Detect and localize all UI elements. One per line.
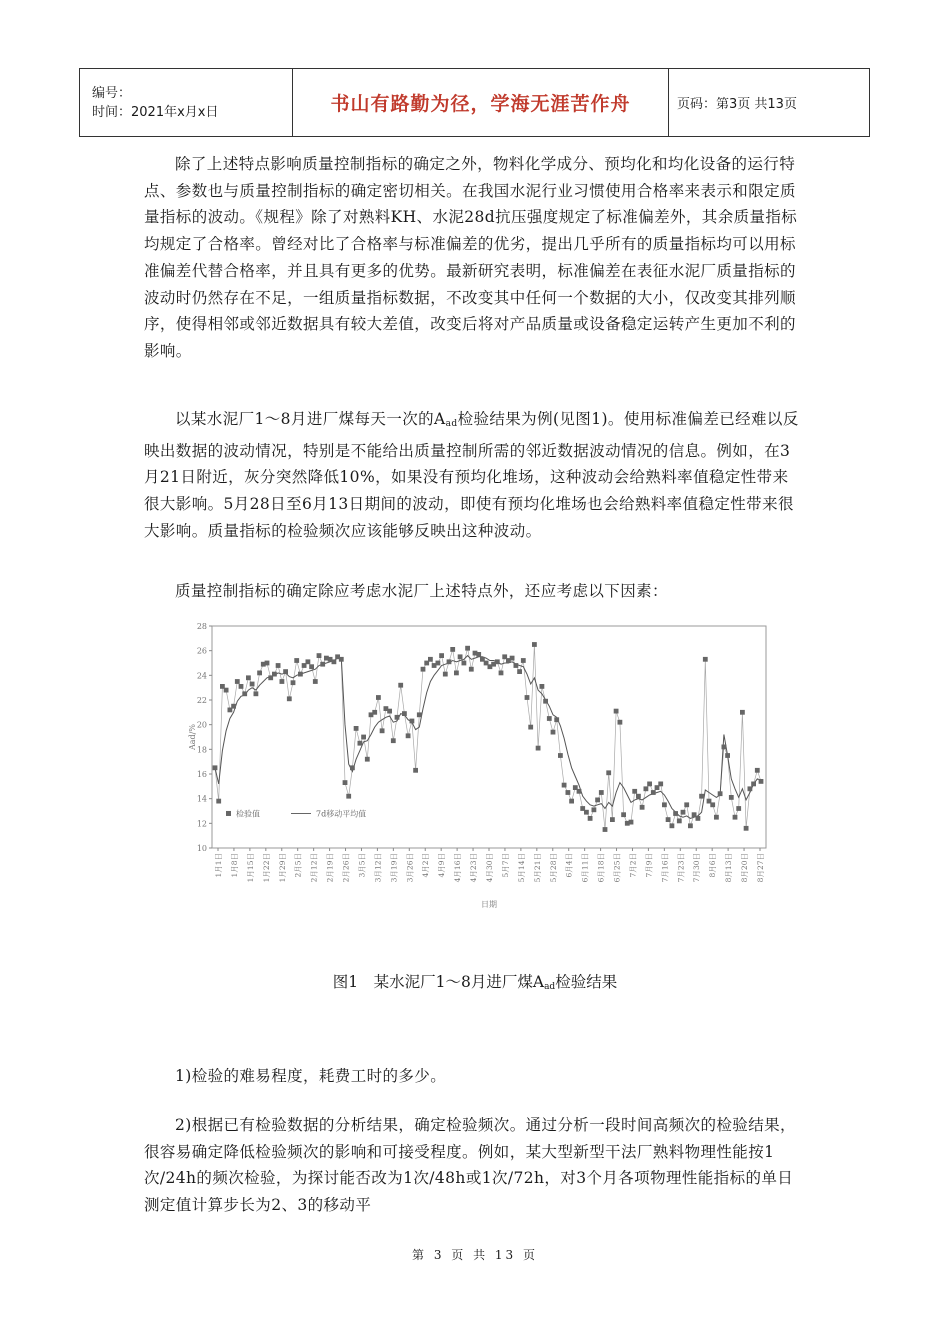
document-header: [79, 68, 870, 137]
data-point: [603, 827, 608, 832]
data-point: [387, 709, 392, 714]
paragraph-3-text: 质量控制指标的确定除应考虑水泥厂上述特点外，还应考虑以下因素：: [175, 582, 668, 600]
x-tick-label: 2月26日: [341, 853, 351, 883]
y-tick-label: 24: [196, 671, 207, 681]
x-tick-label: 2月5日: [293, 853, 303, 878]
data-point: [398, 683, 403, 688]
y-tick-label: 22: [196, 696, 207, 705]
data-point: [439, 653, 444, 658]
data-point: [759, 779, 764, 784]
data-point: [339, 657, 344, 662]
data-point: [265, 661, 270, 666]
x-tick-label: 4月30日: [485, 853, 494, 883]
data-point: [458, 654, 463, 659]
data-point: [372, 710, 377, 715]
data-point: [291, 680, 296, 685]
data-point: [569, 799, 574, 804]
data-point: [380, 728, 385, 733]
figure-caption: [0, 970, 950, 992]
paragraph-4-text: 1)检验的难易程度，耗费工时的多少。: [175, 1067, 447, 1085]
data-point: [684, 802, 689, 807]
x-tick-label: 7月23日: [676, 853, 686, 883]
data-point: [606, 770, 611, 775]
y-tick-label: 14: [196, 794, 207, 804]
data-point: [413, 768, 418, 773]
data-point: [499, 671, 504, 676]
data-point: [528, 725, 533, 730]
data-point: [629, 820, 634, 825]
data-point: [317, 653, 322, 658]
x-tick-label: 6月25日: [612, 853, 622, 883]
paragraph-2-subscript: ad: [445, 419, 458, 429]
legend-label-points: 检验值: [236, 809, 260, 819]
data-point: [751, 782, 756, 787]
x-tick-label: 1月29日: [277, 853, 287, 883]
data-point: [699, 794, 704, 799]
data-point: [588, 816, 593, 821]
data-point: [391, 738, 396, 743]
x-tick-label: 6月4日: [564, 853, 574, 878]
data-point: [577, 789, 582, 794]
x-tick-label: 2月12日: [309, 853, 319, 883]
x-tick-label: 6月18日: [596, 853, 606, 883]
data-point: [681, 810, 686, 815]
data-point: [610, 817, 615, 822]
data-point: [725, 753, 730, 758]
data-point: [662, 802, 667, 807]
data-point: [714, 815, 719, 820]
data-point: [521, 658, 526, 663]
ash-content-chart: [186, 620, 770, 914]
x-tick-label: 1月22日: [261, 853, 271, 883]
data-point: [517, 669, 522, 674]
data-point: [514, 663, 519, 668]
data-point: [235, 679, 240, 684]
data-point: [417, 712, 422, 717]
paragraph-1-text: 除了上述特点影响质量控制指标的确定之外，物料化学成分、预均化和均化设备的运行特点、参数也与质量控制指标的确定密切相关。在我国水泥行业习惯使用合格率来表示和限定质量指标的波动。《规程》除了对熟料KH、水泥28d抗压强度规定了标准偏差外，其余质量指标均规定了合格率。曾经对比了合格率与标准偏差的优劣，提出几乎所有的质量指标均可以用标准偏差代替合格率，并且具有更多的优势。最新研究表明，标准偏差在表征水泥厂质量指标的波动时仍然存在不足，一组质量指标数据，不改变其中任何一个数据的大小，仅改变其排列顺序，使得相邻或邻近数据具有较大差值，改变后将对产品质量或设备稳定运转产生更加不利的影响。: [144, 155, 798, 360]
data-point: [462, 661, 467, 666]
header-page-info: 页码：第3页 共13页: [669, 69, 870, 137]
data-point: [283, 669, 288, 674]
paragraph-1: [144, 151, 804, 365]
data-point: [447, 659, 452, 664]
data-point: [554, 717, 559, 722]
paragraph-5: [144, 1112, 804, 1219]
data-point: [510, 656, 515, 661]
time-label: 时间：2021年x月x日: [92, 104, 219, 120]
x-tick-label: 7月16日: [660, 853, 670, 883]
moving-average-line: [215, 656, 761, 819]
paragraph-4: [144, 1063, 804, 1090]
data-point: [476, 652, 481, 657]
data-point: [231, 704, 236, 709]
data-point: [614, 709, 619, 714]
data-point: [354, 726, 359, 731]
data-point: [673, 811, 678, 816]
data-point: [443, 672, 448, 677]
x-tick-label: 4月16日: [453, 853, 463, 883]
data-point: [428, 657, 433, 662]
header-left-cell: [80, 69, 293, 137]
data-point: [276, 663, 281, 668]
data-point: [696, 816, 701, 821]
x-tick-label: 8月6日: [708, 853, 718, 878]
data-point: [551, 730, 556, 735]
data-point: [651, 790, 656, 795]
x-tick-label: 7月2日: [628, 853, 638, 878]
data-point: [242, 691, 247, 696]
x-tick-label: 5月14日: [516, 853, 526, 883]
data-point: [599, 790, 604, 795]
data-point: [306, 659, 311, 664]
data-point: [532, 642, 537, 647]
data-point: [239, 684, 244, 689]
paragraph-5-text: 2)根据已有检验数据的分析结果，确定检验频次。通过分析一段时间高频次的检验结果，很容易确定降低检验频次的影响和可接受程度。例如，某大型新型干法厂熟料物理性能按1次/24h的频次检验，为探讨能否改为1次/48h或1次/72h，对3个月各项物理性能指标的单日测定值计算步长为2、3的移动平: [144, 1116, 796, 1215]
y-tick-label: 20: [196, 720, 207, 730]
y-tick-label: 10: [196, 844, 207, 853]
x-tick-label: 1月1日: [214, 853, 223, 878]
data-point: [644, 786, 649, 791]
caption-subscript: ad: [544, 982, 556, 992]
x-tick-label: 6月11日: [580, 853, 590, 883]
x-tick-label: 5月28日: [548, 853, 558, 883]
data-point: [547, 716, 552, 721]
data-point: [280, 679, 285, 684]
data-point: [309, 664, 314, 669]
data-point: [640, 805, 645, 810]
data-point: [536, 746, 541, 751]
data-point: [748, 786, 753, 791]
x-tick-label: 7月9日: [644, 853, 654, 878]
data-point: [647, 782, 652, 787]
data-point: [332, 659, 337, 664]
data-point: [421, 667, 426, 672]
data-point: [450, 647, 455, 652]
x-tick-label: 8月13日: [724, 853, 734, 883]
x-tick-label: 4月23日: [469, 853, 479, 883]
x-tick-label: 3月19日: [389, 853, 399, 883]
legend-marker-points: [226, 811, 231, 816]
x-tick-label: 5月7日: [500, 853, 510, 878]
data-point: [365, 757, 370, 762]
data-point: [710, 802, 715, 807]
data-point: [254, 691, 259, 696]
data-point: [376, 695, 381, 700]
data-point: [543, 699, 548, 704]
data-point: [755, 768, 760, 773]
data-point: [454, 671, 459, 676]
data-point: [298, 672, 303, 677]
data-point: [666, 817, 671, 822]
data-point: [718, 791, 723, 796]
data-point: [618, 720, 623, 725]
y-tick-label: 12: [196, 819, 207, 829]
data-point: [740, 710, 745, 715]
caption-suffix: 检验结果: [555, 973, 618, 991]
data-point: [465, 646, 470, 651]
legend-label-average: 7d移动平均值: [316, 809, 367, 819]
data-point: [257, 671, 262, 676]
x-tick-label: 2月19日: [325, 853, 335, 883]
paragraph-2-part-a: 以某水泥厂1～8月进厂煤每天一次的A: [175, 410, 446, 428]
data-point: [250, 682, 255, 687]
data-point: [436, 661, 441, 666]
data-point: [584, 810, 589, 815]
number-label: 编号：: [92, 85, 132, 101]
data-point: [410, 719, 415, 724]
data-point: [287, 696, 292, 701]
data-point: [566, 790, 571, 795]
x-tick-label: 1月8日: [229, 853, 239, 878]
data-point: [658, 782, 663, 787]
data-point: [688, 823, 693, 828]
paragraph-3: [144, 578, 804, 605]
header-slogan: 书山有路勤为径，学海无涯苦作舟: [293, 69, 669, 137]
data-point: [313, 679, 318, 684]
x-tick-label: 5月21日: [532, 853, 542, 883]
x-tick-label: 8月20日: [740, 853, 750, 883]
y-tick-label: 16: [196, 770, 207, 779]
x-tick-label: 4月2日: [421, 853, 431, 878]
data-point: [595, 798, 600, 803]
data-point: [703, 657, 708, 662]
x-tick-label: 3月12日: [373, 853, 383, 883]
data-point: [736, 806, 741, 811]
page-footer: 第 3 页 共 13 页: [412, 1248, 538, 1262]
data-point: [525, 695, 530, 700]
data-point: [395, 715, 400, 720]
data-point: [213, 765, 218, 770]
data-point: [246, 675, 251, 680]
data-point: [346, 794, 351, 799]
data-point: [350, 765, 355, 770]
x-axis-label: 日期: [481, 900, 497, 909]
data-point: [469, 667, 474, 672]
data-point: [632, 789, 637, 794]
data-point: [224, 688, 229, 693]
data-point: [358, 741, 363, 746]
y-axis-label: Aad/%: [188, 724, 197, 750]
data-point: [592, 807, 597, 812]
data-point: [320, 662, 325, 667]
y-tick-label: 26: [196, 646, 207, 656]
data-point: [406, 733, 411, 738]
data-point: [621, 812, 626, 817]
x-tick-label: 8月27日: [756, 853, 765, 883]
x-tick-label: 3月26日: [405, 853, 415, 883]
data-point: [722, 745, 727, 750]
paragraph-2-text: [144, 406, 804, 545]
paragraph-2: [144, 406, 804, 545]
data-point: [272, 672, 277, 677]
x-tick-label: 7月30日: [692, 853, 702, 883]
data-point: [670, 823, 675, 828]
y-tick-label: 18: [196, 745, 207, 755]
data-point: [402, 711, 407, 716]
x-tick-label: 4月9日: [437, 853, 447, 878]
data-point: [729, 795, 734, 800]
data-point: [294, 658, 299, 663]
data-point: [636, 794, 641, 799]
data-point: [677, 819, 682, 824]
data-point: [216, 799, 221, 804]
data-point: [343, 780, 348, 785]
data-point: [361, 735, 366, 740]
y-tick-label: 28: [196, 622, 207, 631]
x-tick-label: 1月15日: [245, 853, 255, 883]
x-tick-label: 3月5日: [357, 853, 367, 878]
data-point: [733, 815, 738, 820]
data-point: [562, 783, 567, 788]
data-point: [495, 659, 500, 664]
data-point: [744, 826, 749, 831]
caption-prefix: 图1 某水泥厂1～8月进厂煤A: [332, 973, 545, 991]
inspection-value-line: [215, 645, 761, 830]
data-point: [540, 684, 545, 689]
paragraph-2-part-b: 检验结果为例(见图1)。使用标准偏差已经难以反映出数据的波动情况，特别是不能给出质量控制所需的邻近数据波动情况的信息。例如，在3月21日附近，灰分突然降低10%，如果没有预均化堆场，这种波动会给熟料率值稳定性带来很大影响。5月28日至6月13日期间的波动，即使有预均化堆场也会给熟料率值稳定性带来很大影响。质量指标的检验频次应该能够反映出这种波动。: [144, 410, 799, 540]
data-point: [558, 753, 563, 758]
